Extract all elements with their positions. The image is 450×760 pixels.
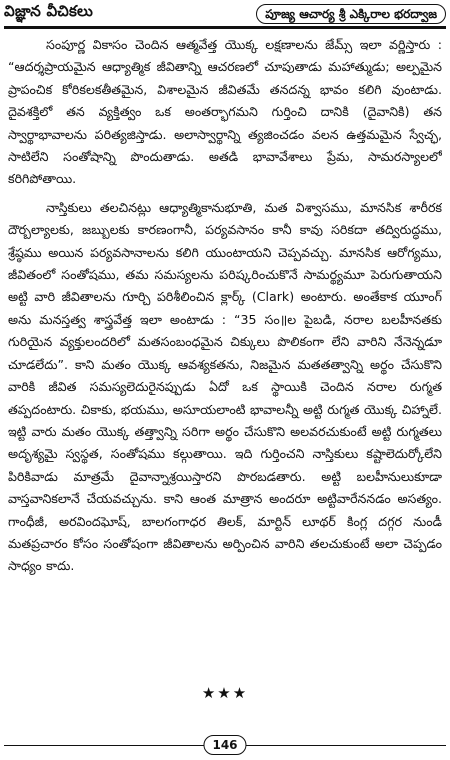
page-footer	[4, 735, 446, 755]
book-title: విజ్ఞాన వీచికలు	[4, 2, 94, 20]
page-body	[8, 34, 442, 684]
author-name: పూజ్య ఆచార్య శ్రీ ఎక్కిరాల భరద్వాజ	[256, 4, 446, 24]
page-number: 146	[203, 735, 246, 755]
paragraph-2: నాస్తికులు తలచినట్లు ఆధ్యాత్మికానుభూతి, మత విశ్వాసము, మానసిక శారీరక దౌర్బల్యాలకు, జబ్బులకు కారణంగానీ, పర్యవసానం కానీ కావు సరికదా తద్విరుద్ధము, శ్రేష్ఠము అయిన పర్యవసానాలను కలిగి యుంటాయని చెప్పవచ్చు. మానసిక ఆరోగ్యము, జీవితంలో సంతోషము, తమ సమస్యలను పరిష్కరించుకొనే సామర్థ్యమూ పెరుగుతాయని అట్టి వారి జీవితాలను గూర్చి పరిశీలించిన క్లార్క్ (Clark) అంటారు. అంతేకాక యూంగ్ అను మనస్తత్వ శాస్త్రవేత్త ఇలా అంటాడు : “35 సం॥ల పైబడి, నరాల బలహీనతకు గురియైన వ్యక్తులందరిలో మతసంబంధమైన చిక్కులు పొలికంగా లేని వారిని నేనెన్నడూ చూడలేదు”. కాని మతం యొక్క ఆవశ్యకతను, నిజమైన మతతత్వాన్ని అర్థం చేసుకొని వారికి జీవిత సమస్యలెదురైనప్పుడు ఏదో ఒక స్థాయికి చెందిన నరాల రుగ్మత తప్పదంటారు. చికాకు, భయము, అసూయలాంటి భావాలన్నీ అట్టి రుగ్మత యొక్క చిహ్నాలే. ఇట్టి వారు మతం యొక్క తత్త్వాన్ని సరిగా అర్థం చేసుకొని అలవరచుకుంటే అట్టి రుగ్మతలు అదృశ్యమై స్వస్థత, సంతోషము కల్గుతాయి. ఇది గుర్తించని నాస్తికులు కష్టాలెదుర్కోలేని పిరికివాడు మాత్రమే దైవాన్నాశ్రయిస్తారని పొరబడతారు. అట్టి బలహీనులుకూడా వాస్తవానికలానే చేయవచ్చును. కాని ఆంత మాత్రాన అందరూ అట్టివారేననడం అసత్యం. గాంధీజీ, అరవిందఘోష్, బాలగంగాధర తిలక్, మార్టిన్ లూథర్ కింగ్ల దగ్గర నుండీ మతప్రచారం కోసం సంతోషంగా జీవితాలను అర్పించిన వారిని తలచుకుంటే అలా చెప్పడం సాధ్యం కాదు.	[8, 199, 442, 574]
section-end-stars: ★★★	[201, 684, 249, 702]
paragraph-1: సంపూర్ణ వికాసం చెందిన ఆత్మవేత్త యొక్క లక్షణాలను జేమ్స్ ఇలా వర్ణిస్తారు : “ఆదర్శప్రాయమైన ఆధ్యాత్మిక జీవితాన్ని ఆచరణలో చూపుతాడు మహాత్ముడు; అల్పమైన ప్రాపంచిక కోరికలకతీతమైన, విశాలమైన జీవితమే తనదన్న భావం కలిగి వుంటాడు. దైవశక్తిలో తన వ్యక్తిత్వం ఒక అంతర్భాగమని గుర్తించి దానికి (దైవానికి) తన స్వార్థాభావాలను పరిత్యజిస్తాడు. అలాస్వార్థాన్ని త్యజించడం వలన ఉత్తమమైన స్వేచ్ఛ, సాటిలేని సంతోషాన్ని పొందుతాడు. అతడి భావావేశాలు ప్రేమ, సామరస్యాలలో కరిగిపోతాయి.	[8, 37, 442, 187]
running-header	[4, 2, 446, 28]
header-divider	[4, 28, 446, 29]
